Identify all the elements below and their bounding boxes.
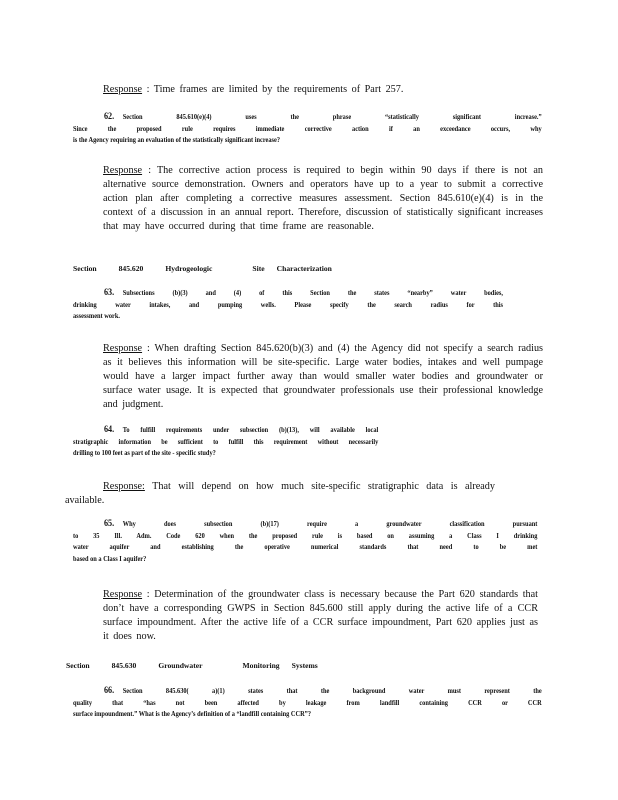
question-line: quality that “has not been affected by leakage from landfill containing CCR or CCR	[73, 698, 542, 708]
question-number: 62.	[103, 112, 115, 122]
response-label: Response	[103, 84, 143, 95]
question-block	[73, 111, 542, 146]
response-label: Response	[103, 589, 143, 600]
question-block	[73, 287, 503, 322]
response-label: Response	[103, 165, 143, 176]
response-block	[103, 588, 538, 644]
response-text: : Time frames are limited by the requirements of Part 257.	[146, 84, 404, 95]
question-line: assessment work.	[73, 311, 120, 321]
question-block	[73, 685, 542, 720]
question-line: to 35 Ill. Adm. Code 620 when the proposed rule is based on assuming a Class I drinking	[73, 531, 538, 541]
question-line: is the Agency requiring an evaluation of the statistically significant increase?	[73, 135, 281, 145]
section-heading: Section 845.630 Groundwater Monitoring Systems	[66, 661, 318, 670]
question-number: 65.	[103, 519, 115, 529]
response-text: That will depend on how much site-specific stratigraphic data is already available.	[65, 481, 495, 506]
question-line: drinking water intakes, and pumping wells. Please specify the search radius for this	[73, 300, 503, 310]
question-line: 64. To fulfill requirements under subsection (b)(13), will available local	[103, 425, 379, 435]
question-number: 64.	[103, 425, 115, 435]
question-line: surface impoundment.” What is the Agency’s definition of a “landfill containing CCR”?	[73, 709, 312, 719]
response-label: Response	[103, 343, 143, 354]
section-heading: Section 845.620 Hydrogeologic Site Characterization	[73, 264, 332, 273]
response-block	[103, 164, 543, 234]
question-line: 62. Section 845.610(e)(4) uses the phrase “statistically significant increase.”	[103, 112, 542, 122]
question-block	[73, 518, 537, 564]
question-line: Since the proposed rule requires immediate corrective action if an exceedance occurs, why	[73, 124, 542, 134]
question-line: based on a Class I aquifer?	[73, 553, 147, 563]
question-line: 65. Why does subsection (b)(17) require a groundwater classification pursuant	[103, 519, 538, 529]
response-block	[103, 83, 543, 97]
question-number: 66.	[103, 686, 115, 696]
question-line: drilling to 100 feet as part of the site - specific study?	[73, 448, 216, 458]
response-label: Response:	[103, 481, 145, 492]
response-text: : Determination of the groundwater class is necessary because the Part 620 standards that don’t have a corresponding GWPS in Section 845.600 still apply during the active life of a CCR surface impoundment. After the active life of a CCR surface impoundment, Part 620 applies just as it does now.	[103, 589, 538, 642]
response-block	[103, 342, 543, 412]
question-line: 66. Section 845.630( a)(1) states that the background water must represent the	[103, 686, 542, 696]
question-block	[73, 424, 378, 459]
question-line: 63. Subsections (b)(3) and (4) of this Section the states “nearby” water bodies,	[103, 288, 504, 298]
question-line: stratigraphic information be sufficient to fulfill this requirement without necessarily	[73, 437, 379, 447]
response-text: : The corrective action process is required to begin within 90 days if there is not an alternative source demonstration. Owners and operators have up to a year to submit a corrective action plan after completing a corrective measures assessment. Section 845.610(e)(4) is in the context of a discussion in an annual report. Therefore, discussion of statistically significant increases that may have occurred during that time frame are reasonable.	[103, 165, 543, 232]
response-text: : When drafting Section 845.620(b)(3) and (4) the Agency did not specify a search radius as it believes this information will be site-specific. Large water bodies, intakes and well pumpage would have a larger impact further away than would smaller water bodies and groundwater or surface water usage. It is expected that groundwater professionals use their professional knowledge and judgment.	[103, 343, 544, 410]
response-block	[65, 480, 495, 508]
question-line: water aquifer and establishing the operative numerical standards that need to be met	[73, 542, 538, 552]
question-number: 63.	[103, 288, 115, 298]
